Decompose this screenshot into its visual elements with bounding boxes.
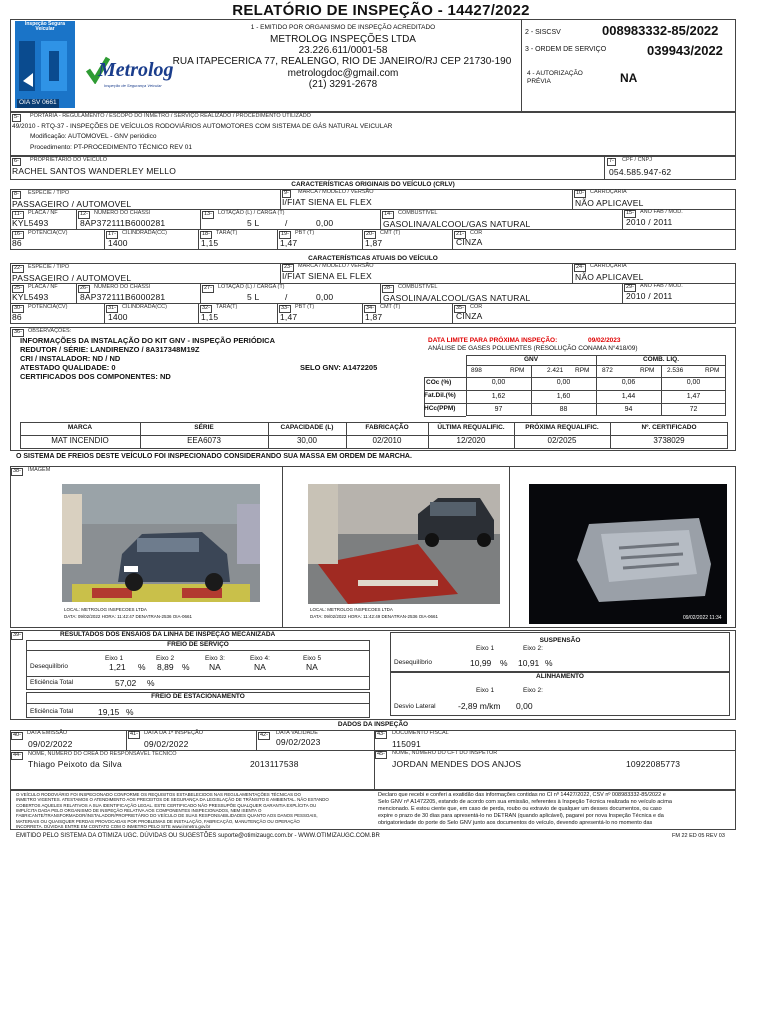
- especie-value: PASSAGEIRO / AUTOMOVEL: [12, 273, 132, 283]
- field-number: 20-: [366, 231, 374, 237]
- responsavel-tecnico-crea: 2013117538: [250, 759, 299, 769]
- declaration-line: Selo GNV nº A1472205, estando de acordo com sua emissão, referentes à Inspeção Técnica realizada no veículo acima: [378, 799, 672, 805]
- deseq-value: NA: [209, 662, 221, 672]
- vehicle-photo-front: [62, 484, 260, 624]
- field-number: 19-: [281, 231, 289, 237]
- field-number: 42-: [260, 732, 268, 738]
- desvio-value: -2,89 m/km: [458, 701, 501, 711]
- siscsv-label: 2 - SISCSV: [525, 29, 561, 36]
- field-number: 10-: [576, 190, 584, 196]
- rpm-unit: RPM: [510, 367, 525, 374]
- ano-fab-mod-label: ANO FAB / MOD.: [640, 283, 683, 289]
- potencia-value: 86: [12, 312, 22, 322]
- tara-label: TARA(T): [216, 304, 238, 310]
- freio-estacionamento-title: FREIO DE ESTACIONAMENTO: [151, 693, 245, 700]
- field-number: 12-: [80, 211, 88, 217]
- company-email: metrologdoc@gmail.com: [287, 68, 399, 79]
- company-name: METROLOG INSPEÇÕES LTDA: [270, 34, 416, 45]
- company-address: RUA ITAPECERICA 77, REALENGO, RIO DE JANEIRO/RJ CEP 21730-190: [172, 56, 512, 67]
- cylinder-header: Nº. CERTIFICADO: [641, 424, 697, 431]
- field-number: 21-: [456, 231, 464, 237]
- carrocaria-value: NÃO APLICAVEL: [575, 198, 644, 208]
- field-number: 23-: [284, 264, 292, 270]
- lotacao-label: LOTAÇÃO (L) / CARGA (T): [218, 210, 285, 216]
- cylinder-engraving-photo: [529, 484, 727, 624]
- field-number: 14-: [384, 211, 392, 217]
- cmt-label: CMT (T): [380, 230, 401, 236]
- eixo-label: Eixo 1: [105, 655, 124, 662]
- limite-value: 09/02/2023: [588, 337, 621, 344]
- company-phone: (21) 3291-2678: [308, 79, 378, 90]
- marca-modelo-label: MARCA / MODELO / VERSÃO: [298, 189, 374, 195]
- tara-label: TARA(T): [216, 230, 238, 236]
- cmt-value: 1,87: [365, 238, 383, 248]
- field-number: 6-: [14, 158, 19, 164]
- ano-fab-mod-value: 2010 / 2011: [626, 217, 673, 227]
- placa-label: PLACA / NF: [28, 210, 58, 216]
- cor-label: COR: [470, 304, 483, 310]
- co-label: COc (%): [426, 379, 452, 386]
- disclaimer-line: O VEÍCULO RODOVIÁRIO FOI INSPECIONADO CONFORME OS REQUISITOS ESTABELECIDOS NAS REGULAMENTAÇÕES TÉCNICAS DO: [16, 792, 301, 797]
- issuer-label: 1 - EMITIDO POR ORGANISMO DE INSPEÇÃO ACREDITADO: [250, 24, 436, 31]
- rpm-unit: RPM: [640, 367, 655, 374]
- field-number: 15-: [626, 210, 634, 216]
- cylinder-cell: 3738029: [653, 436, 685, 445]
- photo-caption: LOCAL: METROLOG INSPECOES LTDA: [310, 607, 393, 612]
- field-number: 33-: [281, 305, 289, 311]
- desvio-label: Desvio Lateral: [394, 703, 436, 710]
- cylinder-header: SÉRIE: [194, 424, 214, 431]
- cylinder-cell: EEA6073: [187, 436, 221, 445]
- field-number: 16-: [14, 231, 22, 237]
- cylinder-cell: MAT INCENDIO: [51, 436, 109, 445]
- metrolog-logo: [86, 52, 174, 96]
- field-number: 13-: [204, 211, 212, 217]
- field-number: 40-: [13, 732, 21, 738]
- field-number: 27-: [204, 285, 212, 291]
- responsavel-tecnico-name: Thiago Peixoto da Silva: [28, 759, 122, 769]
- report-title: RELATÓRIO DE INSPEÇÃO - 14427/2022: [232, 2, 530, 19]
- inmetro-logo: [15, 21, 75, 108]
- combustivel-value: GASOLINA/ALCOOL/GAS NATURAL: [383, 293, 531, 303]
- photo-caption: LOCAL: METROLOG INSPECOES LTDA: [64, 607, 147, 612]
- chassi-label: NÚMERO DO CHASSI: [94, 284, 151, 290]
- photo-caption: DATA: 09/02/2022 HORA: 11:42:47 DENATRAN-2536 OIA-0661: [64, 614, 192, 619]
- obs-line3: CRI / INSTALADOR: ND / ND: [20, 354, 121, 363]
- disclaimer-line: MATERIAIS OU QUAISQUER PERDAS PROVOCADAS POR PROBLEMAS DE INSTALAÇÃO, FABRICAÇÃO, MANUTENÇÃO OU OPERAÇÃO: [16, 818, 300, 824]
- oia-label: OIA SV 0661: [19, 99, 57, 106]
- eixo-label: Eixo 2: [156, 655, 175, 662]
- chassi-label: NÚMERO DO CHASSI: [94, 210, 151, 216]
- hc-label: HCc(PPM): [424, 405, 456, 412]
- ano-fab-mod-label: ANO FAB / MOD.: [640, 209, 683, 215]
- declaration-line: mencionado. E estou ciente que, em caso de perda, roubo ou extravio de qualquer um desses documentos, ou caso: [378, 806, 662, 812]
- declaration-line: obrigatoriedade do porte do Selo GNV junto aos documentos do veículo, devendo apresentá-lo no momento das: [378, 820, 653, 826]
- cylinder-label-photo: [529, 484, 727, 624]
- eficiencia-value: 57,02: [115, 678, 137, 688]
- footer-form-code: FM 22 ED 05 REV 03: [672, 833, 725, 839]
- pct-unit: %: [138, 662, 146, 672]
- field-number: 11-: [14, 211, 22, 217]
- ano-fab-mod-value: 2010 / 2011: [626, 291, 673, 301]
- proprietario-value: RACHEL SANTOS WANDERLEY MELLO: [12, 166, 177, 176]
- alinhamento-title: ALINHAMENTO: [536, 673, 584, 680]
- field-number: 17-: [108, 231, 116, 237]
- dados-title: DADOS DA INSPEÇÃO: [337, 721, 409, 728]
- field-number: 32-: [202, 305, 210, 311]
- deseq-value: NA: [306, 662, 318, 672]
- metrolog-tagline: Inspeção de Segurança Veicular: [104, 83, 162, 88]
- field-number: 35-: [456, 305, 464, 311]
- hc-value: 97: [494, 406, 503, 413]
- cilindrada-value: 1400: [108, 312, 128, 322]
- disclaimer-line: INCORRETA. DÚVIDAS ENTRE EM CONTATO COM O INMETRO PELO SITE www.inmetro.gov.br: [16, 823, 211, 829]
- desequilibrio-label: Desequilíbrio: [30, 663, 68, 670]
- susp-value: 10,91: [518, 658, 540, 668]
- carrocaria-value: NÃO APLICAVEL: [575, 272, 644, 282]
- lotacao-value: 5 L: [247, 292, 260, 302]
- field-number: 38-: [13, 468, 21, 474]
- deseq-value: 1,21: [109, 662, 126, 672]
- inspection-lift-photo: [308, 484, 500, 624]
- rpm-value: 872: [602, 367, 613, 374]
- validade-label: DATA VALIDADE: [276, 730, 318, 736]
- chassi-value: 8AP372111B6000281: [80, 292, 166, 302]
- portaria-label: PORTARIA - REGULAMENTO / ESCOPO DO INMETRO / SERVIÇO REALIZADO / PROCEDIMENTO UTILIZADO: [30, 113, 311, 119]
- combustivel-value: GASOLINA/ALCOOL/GAS NATURAL: [383, 219, 531, 229]
- metrolog-wordmark: Metrolog: [98, 59, 174, 81]
- cpf-label: CPF / CNPJ: [622, 157, 652, 163]
- freios-note: O SISTEMA DE FREIOS DESTE VEÍCULO FOI INSPECIONADO CONSIDERANDO SUA MASSA EM ORDEM DE MARCHA.: [16, 453, 412, 460]
- cylinder-header: ÚLTIMA REQUALIFIC.: [437, 424, 505, 431]
- company-cnpj: 23.226.611/0001-58: [298, 45, 388, 56]
- deseq-value: NA: [254, 662, 266, 672]
- obs-line1: INFORMAÇÕES DA INSTALAÇÃO DO KIT GNV - INSPEÇÃO PERIÓDICA: [20, 336, 276, 345]
- eixo-label: Eixo 1: [476, 645, 495, 652]
- marca-modelo-label: MARCA / MODELO / VERSÃO: [298, 263, 374, 269]
- hc-value: 88: [559, 406, 568, 413]
- susp-value: 10,99: [470, 658, 492, 668]
- cylinder-header: FABRICAÇÃO: [365, 424, 409, 431]
- field-number: 34-: [366, 305, 374, 311]
- field-number: 29-: [626, 284, 634, 290]
- footer-system-note: EMITIDO PELO SISTEMA DA OTIMIZA UGC. DÚVIDAS OU SUGESTÕES suporte@otimizaugc.com.br - WWW.OTIMIZAUGC.COM.BR: [16, 833, 380, 839]
- co-value: 0,06: [621, 379, 636, 386]
- cmt-value: 1,87: [365, 312, 383, 322]
- field-number: 43-: [377, 731, 385, 737]
- desequilibrio-label: Desequilíbrio: [394, 659, 432, 666]
- ordem-label: 3 - ORDEM DE SERVIÇO: [525, 46, 607, 53]
- cylinder-cell: 12/2020: [456, 436, 486, 445]
- field-number: 28-: [384, 285, 392, 291]
- photo-timestamp: 09/02/2022 11:34: [683, 615, 722, 621]
- cylinder-cell: 30,00: [296, 436, 318, 445]
- combustivel-label: COMBUSTÍVEL: [398, 284, 438, 290]
- siscsv-value: 008983332-85/2022: [602, 23, 719, 38]
- fat-value: 1,44: [621, 393, 636, 400]
- eixo-label: Eixo 3:: [205, 655, 225, 662]
- field-number: 25-: [14, 285, 22, 291]
- cilindrada-value: 1400: [108, 238, 128, 248]
- lotacao-label: LOTAÇÃO (L) / CARGA (T): [218, 284, 285, 290]
- marca-modelo-value: I/FIAT SIENA EL FLEX: [282, 271, 372, 281]
- lotacao-value: 5 L: [247, 218, 260, 228]
- proprietario-label: PROPRIETÁRIO DO VEÍCULO: [30, 157, 108, 163]
- field-number: 9-: [284, 190, 289, 196]
- cylinder-header: PRÓXIMA REQUALIFIC.: [525, 424, 599, 431]
- carga-value: 0,00: [316, 218, 334, 228]
- especie-value: PASSAGEIRO / AUTOMOVEL: [12, 199, 132, 209]
- field-number: 7-: [609, 158, 614, 164]
- desvio-value: 0,00: [516, 701, 533, 711]
- placa-value: KYL5493: [12, 218, 49, 228]
- atual-section-title: CARACTERÍSTICAS ATUAIS DO VEÍCULO: [308, 255, 438, 262]
- cilindrada-label: CILINDRADA(CC): [122, 230, 167, 236]
- cor-label: COR: [470, 230, 483, 236]
- deseq-value: 8,89: [157, 662, 174, 672]
- responsavel-tecnico-label: NOME, NÚMERO DO CREA DO RESPONSÁVEL TÉCNICO: [28, 751, 177, 757]
- tara-value: 1,15: [201, 238, 219, 248]
- portaria-line1: 49/2010 - RTQ-37 - INSPEÇÕES DE VEÍCULOS RODOVIÁRIOS AUTOMOTORES COM SISTEMA DE GÁS NATURAL VEICULAR: [12, 123, 393, 130]
- combustivel-label: COMBUSTÍVEL: [398, 210, 438, 216]
- field-number: 22-: [14, 265, 22, 271]
- field-number: 45-: [377, 751, 385, 757]
- emissao-label: DATA EMISSÃO: [27, 730, 68, 736]
- comb-liq-header: COMB. LIQ.: [642, 356, 680, 363]
- placa-label: PLACA / NF: [28, 284, 58, 290]
- pbt-value: 1,47: [280, 238, 298, 248]
- photo-caption: DATA: 09/02/2022 HORA: 11:42:49 DENATRAN-2536 OIA-0661: [310, 614, 438, 619]
- cpf-value: 054.585.947-62: [609, 167, 672, 177]
- documento-fiscal-label: DOCUMENTO FISCAL: [392, 730, 449, 736]
- disclaimer-line: COBERTOS AQUELES RELATIVOS A SUA IDENTIFICAÇÃO LEGAL. ESTE CERTIFICADO NÃO PRESSUPÕE QUALQUER GARANTIA EXPLÍCITA OU: [16, 802, 317, 808]
- pbt-value: 1,47: [280, 312, 298, 322]
- marca-modelo-value: I/FIAT SIENA EL FLEX: [282, 197, 372, 207]
- especie-label: ESPÉCIE / TIPO: [28, 264, 70, 270]
- lotacao-separator: /: [285, 292, 288, 302]
- field-number: 39-: [13, 632, 21, 638]
- inspetor-label: NOME, NÚMERO DO CFT DO INSPETOR: [392, 750, 498, 756]
- gases-label: ANÁLISE DE GASES POLUENTES (RESOLUÇÃO CONAMA N°418/09): [428, 345, 638, 352]
- cilindrada-label: CILINDRADA(CC): [122, 304, 167, 310]
- rpm-unit: RPM: [575, 367, 590, 374]
- hc-value: 94: [624, 406, 633, 413]
- pct-unit: %: [147, 678, 155, 688]
- rpm-value: 2.536: [667, 367, 684, 374]
- disclaimer-line: INMETRO VIGENTES. ATESTAMOS O ATENDIMENTO AOS PRECEITOS DE SEGURANÇA DA LEGISLAÇÃO DE TRÂNSITO E AMBIENTAL. NÃO ESTANDO: [16, 797, 329, 803]
- pct-unit: %: [500, 658, 508, 668]
- potencia-value: 86: [12, 238, 22, 248]
- obs-line4: ATESTADO QUALIDADE: 0: [20, 363, 116, 372]
- carrocaria-label: CARROÇARIA: [590, 263, 627, 269]
- portaria-line3: Procedimento: PT-PROCEDIMENTO TÉCNICO REV 01: [30, 144, 192, 151]
- cmt-label: CMT (T): [380, 304, 401, 310]
- pct-unit: %: [545, 658, 553, 668]
- inspection-emblem-icon: [15, 37, 75, 107]
- portaria-line2: Modificação: AUTOMOVEL - GNV periódico: [30, 133, 157, 140]
- pct-unit: %: [126, 707, 134, 717]
- field-number: 30-: [14, 305, 22, 311]
- inspetor-cft: 10922085773: [626, 759, 681, 769]
- co-value: 0,00: [491, 379, 506, 386]
- field-number: 31-: [108, 305, 116, 311]
- rpm-unit: RPM: [705, 367, 720, 374]
- primeira-inspecao-value: 09/02/2022: [144, 739, 189, 749]
- autorizacao-value: NA: [620, 71, 638, 85]
- field-number: 24-: [576, 264, 584, 270]
- freio-servico-title: FREIO DE SERVIÇO: [167, 641, 229, 648]
- fat-value: 1,62: [491, 393, 506, 400]
- co-value: 0,00: [686, 379, 701, 386]
- cor-value: CINZA: [456, 237, 483, 247]
- pbt-label: PBT (T): [295, 230, 315, 236]
- cylinder-header: MARCA: [67, 424, 93, 431]
- cylinder-cell: 02/2025: [547, 436, 577, 445]
- especie-label: ESPÉCIE / TIPO: [28, 190, 70, 196]
- pbt-label: PBT (T): [295, 304, 315, 310]
- eficiencia-label: Eficiência Total: [30, 679, 74, 686]
- primeira-inspecao-label: DATA DA 1ª INSPEÇÃO: [144, 730, 203, 736]
- cylinder-table: [20, 422, 728, 449]
- ordem-value: 039943/2022: [647, 43, 723, 58]
- orig-section-title: CARACTERÍSTICAS ORIGINAIS DO VEÍCULO (CRLV): [291, 181, 455, 188]
- co-value: 0,00: [556, 379, 571, 386]
- eixo-label: Eixo 1: [476, 687, 495, 694]
- validade-value: 09/02/2023: [276, 737, 321, 747]
- tara-value: 1,15: [201, 312, 219, 322]
- eixo-label: Eixo 4:: [250, 655, 270, 662]
- disclaimer-line: IMPLÍCITA DADA PELO ORGANISMO DE INSPEÇÃO RELATIVA AOS COMPONENTES INSPECIONADOS, NEM ISENTA O: [16, 807, 262, 813]
- cylinder-header: CAPACIDADE (L): [280, 424, 334, 431]
- emissao-value: 09/02/2022: [28, 739, 73, 749]
- potencia-label: POTÊNCIA(CV): [28, 230, 68, 236]
- field-number: 8-: [14, 191, 19, 197]
- field-number: 36-: [14, 329, 22, 335]
- imagem-label: IMAGEM: [28, 467, 51, 473]
- cylinder-cell: 02/2010: [372, 436, 402, 445]
- gas-analysis-table: [424, 355, 726, 416]
- selo-gnv: SELO GNV: A1472205: [300, 363, 378, 372]
- suspensao-title: SUSPENSÃO: [539, 637, 581, 644]
- field-number: 5-: [14, 114, 19, 120]
- field-number: 44-: [13, 752, 21, 758]
- obs-line2: REDUTOR / SÉRIE: LANDIRENZO / 8A317348M19Z: [20, 345, 200, 354]
- eixo-label: Eixo 5: [303, 655, 322, 662]
- carrocaria-label: CARROÇARIA: [590, 189, 627, 195]
- field-number: 18-: [202, 231, 210, 237]
- cor-value: CINZA: [456, 311, 483, 321]
- placa-value: KYL5493: [12, 292, 49, 302]
- field-number: 26-: [80, 285, 88, 291]
- carga-value: 0,00: [316, 292, 334, 302]
- obs-line5: CERTIFICADOS DOS COMPONENTES: ND: [20, 372, 171, 381]
- lotacao-separator: /: [285, 218, 288, 228]
- pct-unit: %: [182, 662, 190, 672]
- fat-value: 1,60: [556, 393, 571, 400]
- rpm-value: 898: [471, 367, 482, 374]
- potencia-label: POTÊNCIA(CV): [28, 304, 68, 310]
- disclaimer-line: FABRICANTE/TRANSFORMADOR/INSTALADOR/PROPRIETÁRIO DO VEÍCULO DE SUAS RESPONSABILIDADES QUANTO AOS DANOS PESSOAIS,: [16, 813, 318, 819]
- eficiencia-estacionamento-value: 19,15: [98, 707, 120, 717]
- fat-label: Fat.Dil.(%): [424, 392, 456, 399]
- eficiencia-label: Eficiência Total: [30, 708, 74, 715]
- vehicle-photo-lift: [308, 484, 500, 624]
- declaration-line: Declaro que recebi e conferi a exatidão das informações contidas no CI nº 14427/2022, CSV nº 008983332-85/2022 e: [378, 792, 666, 798]
- inmetro-badge-text: Inspeção Segura Veícular: [24, 21, 65, 32]
- autorizacao-label: 4 - AUTORIZAÇÃO PRÉVIA: [527, 70, 583, 86]
- chassi-value: 8AP372111B6000281: [80, 218, 166, 228]
- observacoes-label: OBSERVAÇÕES:: [28, 328, 72, 334]
- rpm-value: 2.421: [547, 367, 564, 374]
- fat-value: 1,47: [686, 393, 701, 400]
- eixo-label: Eixo 2:: [523, 645, 543, 652]
- ensaios-title: RESULTADOS DOS ENSAIOS DA LINHA DE INSPEÇÃO MECANIZADA: [60, 631, 276, 638]
- eixo-label: Eixo 2:: [523, 687, 543, 694]
- gnv-header: GNV: [523, 356, 539, 363]
- hc-value: 72: [689, 406, 698, 413]
- limite-label: DATA LIMITE PARA PRÓXIMA INSPEÇÃO:: [428, 337, 558, 344]
- declaration-line: expire o prazo de 30 dias para apresentá-lo no DETRAN (quando aplicável), pagarei por nova Inspeção Técnica e da: [378, 813, 664, 819]
- inspection-lane-photo: [62, 484, 260, 624]
- inspetor-name: JORDAN MENDES DOS ANJOS: [392, 759, 522, 769]
- documento-fiscal-value: 115091: [392, 739, 421, 749]
- field-number: 41-: [130, 731, 138, 737]
